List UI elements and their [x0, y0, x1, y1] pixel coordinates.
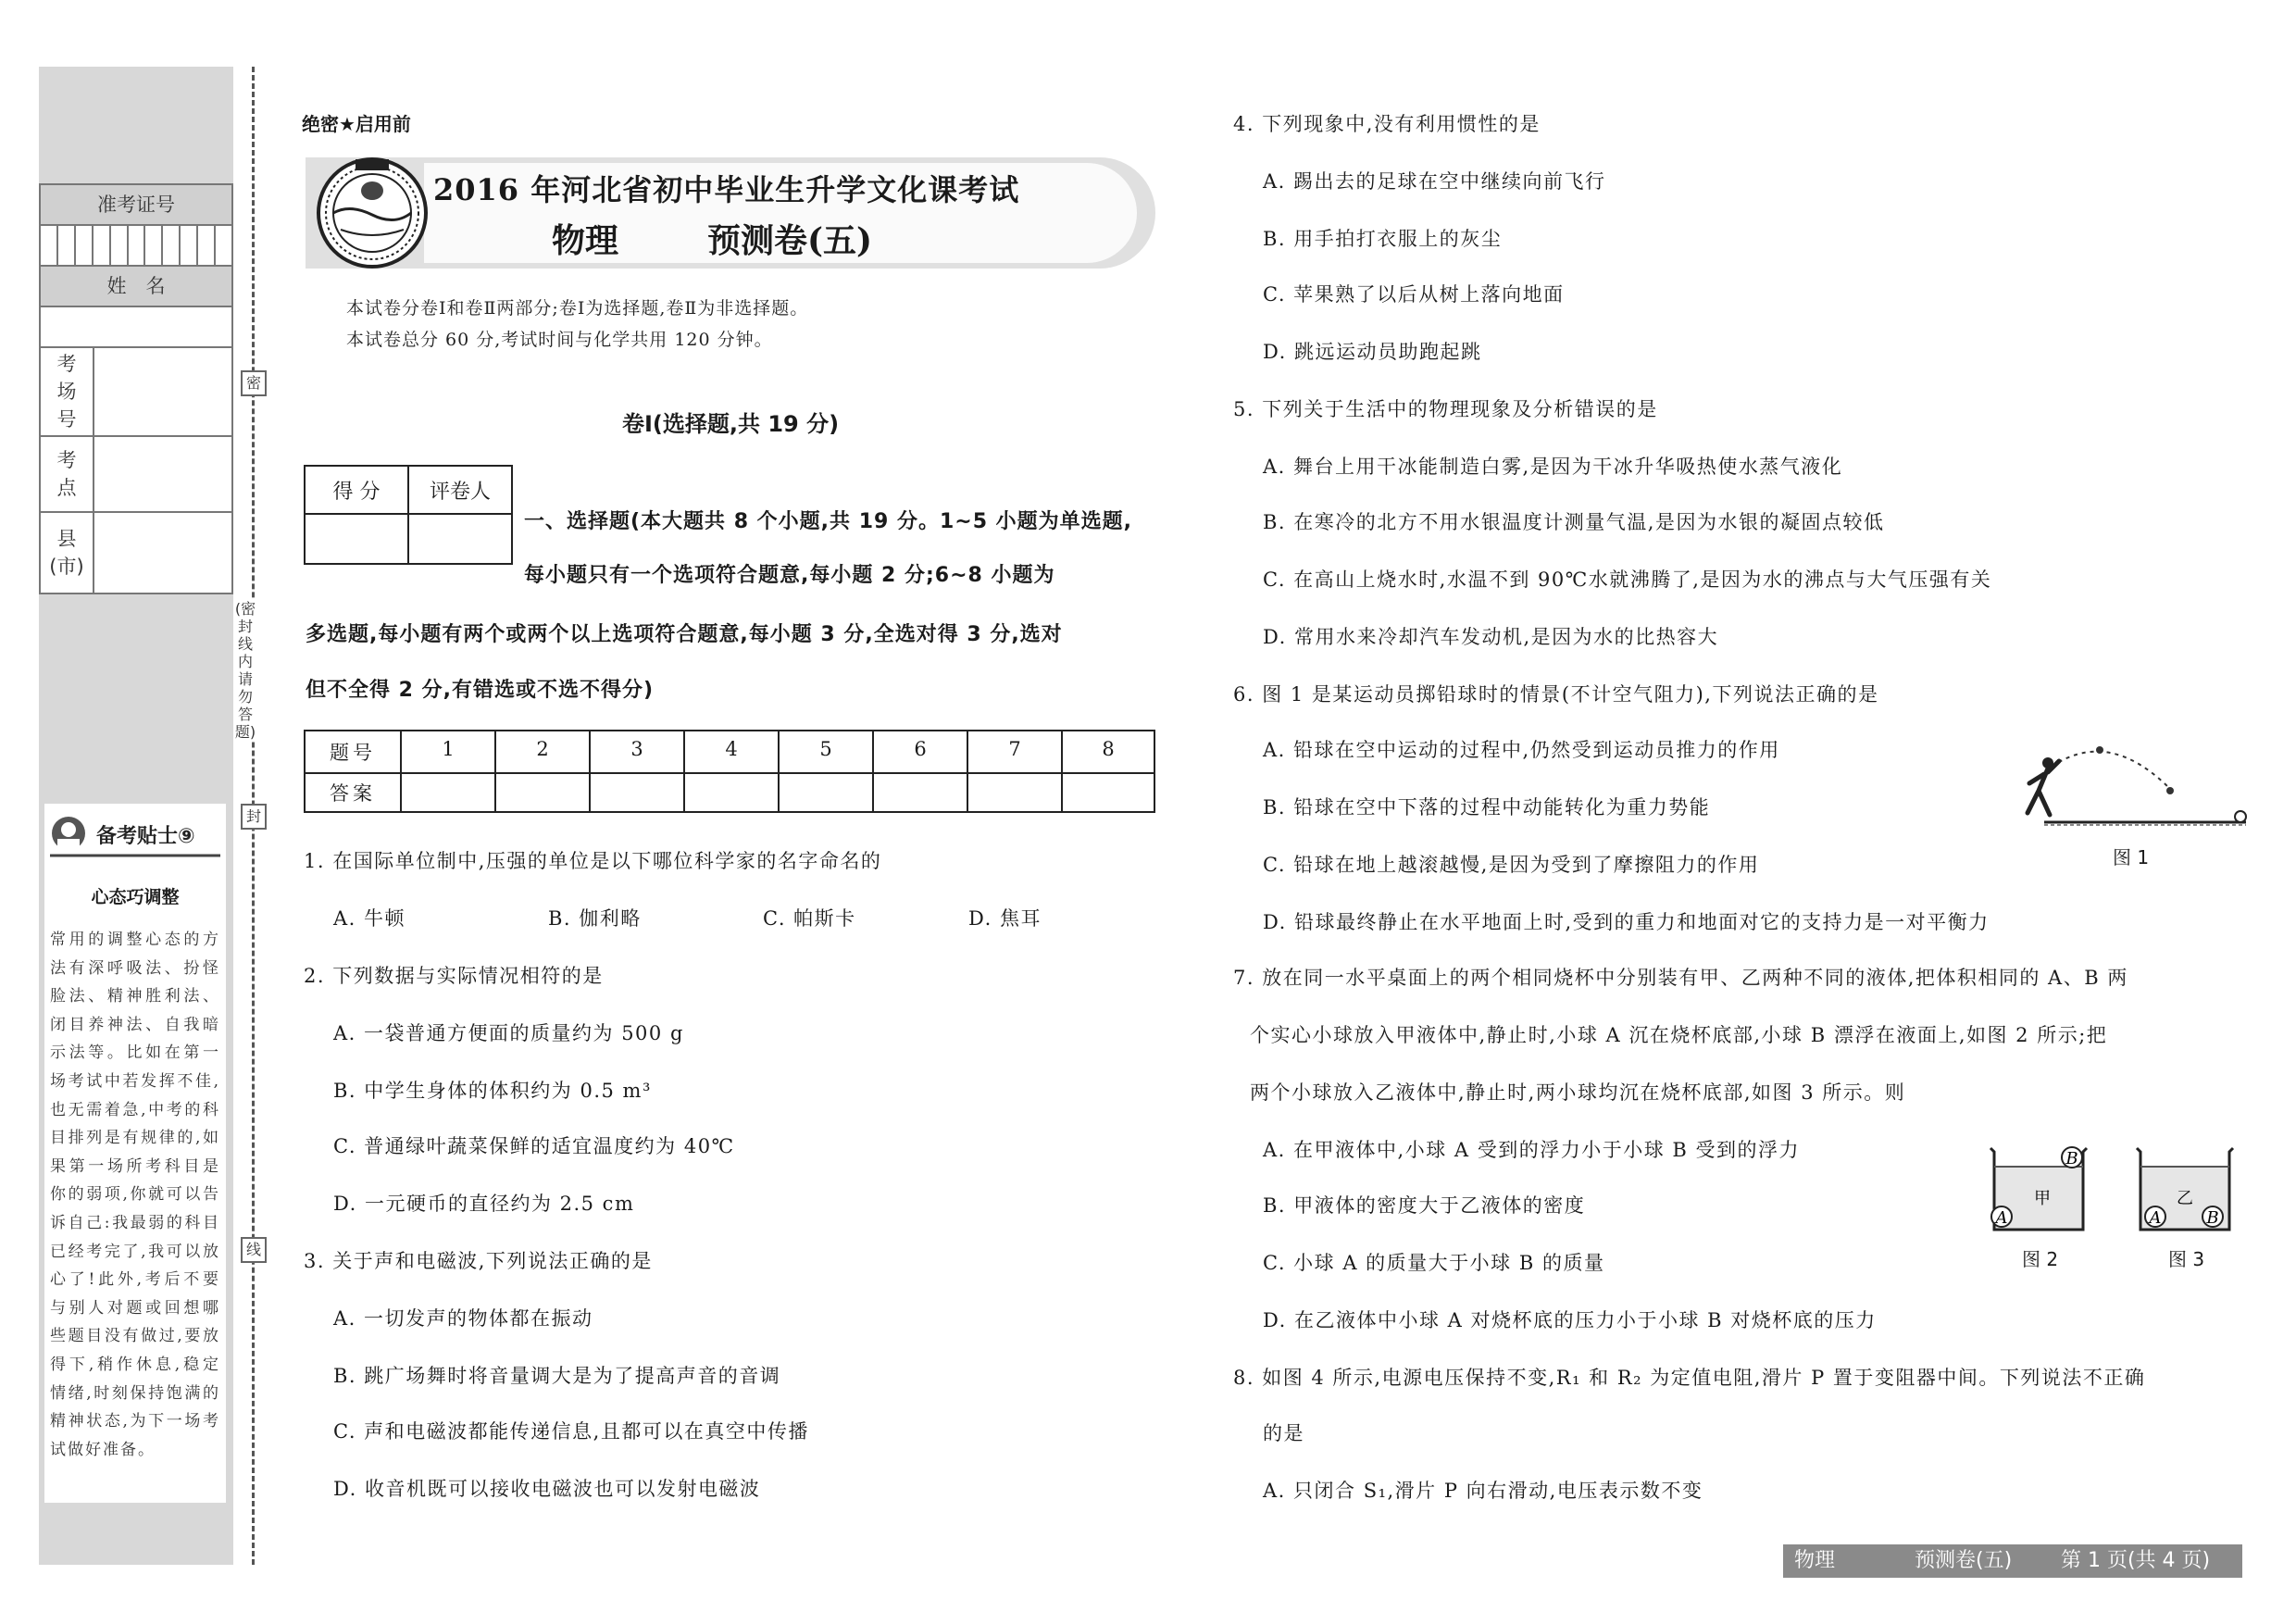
- intro-line-1: 本试卷分卷Ⅰ和卷Ⅱ两部分;卷Ⅰ为选择题,卷Ⅱ为非选择题。: [346, 298, 809, 319]
- figure-2-caption: 图 2: [2022, 1248, 2059, 1270]
- exam-id-header: [41, 185, 231, 226]
- footer-page-number: 第 1 页(共 4 页): [2061, 1549, 2211, 1572]
- name-field[interactable]: [41, 307, 231, 348]
- name-label: 姓 名: [106, 275, 166, 297]
- score-cell[interactable]: [306, 515, 407, 563]
- paper-name: 预测卷(五): [707, 221, 873, 260]
- q3-option-a: A. 一切发声的物体都在振动: [333, 1307, 593, 1330]
- question-4: 4. 下列现象中,没有利用惯性的是: [1233, 113, 1541, 135]
- q7-option-b: B. 甲液体的密度大于乙液体的密度: [1263, 1194, 1586, 1217]
- question-8-line-1: 8. 如图 4 所示,电源电压保持不变,R₁ 和 R₂ 为定值电阻,滑片 P 置于变阻器中间。下列说法不正确: [1233, 1367, 2146, 1389]
- candidate-info-box: [39, 183, 233, 594]
- county-label: 县 (市): [41, 513, 94, 593]
- q4-option-d: D. 跳远运动员助跑起跳: [1263, 341, 1482, 363]
- q4-option-b: B. 用手拍打衣服上的灰尘: [1263, 228, 1503, 250]
- q3-option-c: C. 声和电磁波都能传递信息,且都可以在真空中传播: [333, 1420, 809, 1443]
- exam-title: 2016 年河北省初中毕业生升学文化课考试: [433, 172, 1020, 207]
- answer-table-answer-label: 答案: [330, 782, 376, 805]
- q6-option-b: B. 铅球在空中下落的过程中动能转化为重力势能: [1263, 796, 1711, 818]
- binding-note: (密封线内请勿答题): [234, 600, 256, 741]
- section-instruction-line-1: 一、选择题(本大题共 8 个小题,共 19 分。1~5 小题为单选题,: [524, 510, 1133, 533]
- subject-title: 物理: [552, 221, 619, 260]
- answer-table-number: 8: [1102, 738, 1115, 760]
- answer-table-number: 4: [725, 738, 738, 760]
- q5-option-d: D. 常用水来冷却汽车发动机,是因为水的比热容大: [1263, 626, 1719, 648]
- answer-table-number: 1: [442, 738, 455, 760]
- question-8-line-2: 的是: [1263, 1422, 1304, 1444]
- answer-table-number: 6: [914, 738, 927, 760]
- exam-tip-text: 常用的调整心态的方法有深呼吸法、扮怪脸法、精神胜利法、闭目养神法、自我暗示法等。比如在第一场考试中若发挥不佳,也无需着急,中考的科目排列是有规律的,如果第一场所考科目是你的弱项,你就可以告诉自己:我最弱的科目已经考完了,我可以放心了!此外,考后不要与别人对题或回想哪些题目没有做过,要放得下,稍作休息,稳定情绪,时刻保持饱满的精神状态,为下一场考试做好准备。: [50, 931, 220, 1459]
- question-6: 6. 图 1 是某运动员掷铅球时的情景(不计空气阻力),下列说法正确的是: [1233, 683, 1879, 706]
- section-instruction-line-3: 多选题,每小题有两个或两个以上选项符合题意,每小题 3 分,全选对得 3 分,选对: [306, 623, 1063, 646]
- question-7-line-1: 7. 放在同一水平桌面上的两个相同烧杯中分别装有甲、乙两种不同的液体,把体积相同的 A、B 两: [1233, 967, 2128, 989]
- exam-tip-header: [46, 807, 224, 863]
- q8-option-a: A. 只闭合 S₁,滑片 P 向右滑动,电压表示数不变: [1263, 1480, 1703, 1502]
- confidential-label: 绝密★启用前: [302, 113, 411, 135]
- answer-table-number: 2: [536, 738, 549, 760]
- figure-1-shot-put: [2007, 737, 2250, 830]
- grader-cell[interactable]: [409, 515, 511, 563]
- answer-table-number: 7: [1008, 738, 1021, 760]
- q5-option-b: B. 在寒冷的北方不用水银温度计测量气温,是因为水银的凝固点较低: [1263, 511, 1885, 533]
- intro-line-2: 本试卷总分 60 分,考试时间与化学共用 120 分钟。: [346, 330, 773, 350]
- exam-tip-header-text: 备考贴士⑨: [96, 825, 195, 848]
- answer-table-number: 5: [819, 738, 832, 760]
- q7-option-c: C. 小球 A 的质量大于小球 B 的质量: [1263, 1252, 1605, 1274]
- exam-site-row[interactable]: [41, 437, 231, 513]
- exam-tip-title: 心态巧调整: [91, 887, 180, 907]
- exam-site-label: 考 点: [41, 437, 94, 511]
- exam-id-cells[interactable]: [41, 226, 231, 267]
- answer-table-number: 3: [630, 738, 643, 760]
- q3-option-b: B. 跳广场舞时将音量调大是为了提高声音的音调: [333, 1365, 781, 1387]
- score-header: 得 分: [332, 481, 381, 504]
- binding-mark-seal: 密: [241, 370, 267, 396]
- q6-option-a: A. 铅球在空中运动的过程中,仍然受到运动员推力的作用: [1263, 739, 1780, 761]
- question-7-line-3: 两个小球放入乙液体中,静止时,两小球均沉在烧杯底部,如图 3 所示。则: [1250, 1081, 1906, 1104]
- figure-2-ball-b: B: [2065, 1149, 2078, 1168]
- figure-3-ball-a: A: [2149, 1208, 2162, 1228]
- answer-table: [304, 730, 1155, 813]
- figure-3-ball-b: B: [2206, 1208, 2219, 1228]
- exam-room-row[interactable]: [41, 348, 231, 437]
- q7-option-d: D. 在乙液体中小球 A 对烧杯底的压力小于小球 B 对烧杯底的压力: [1263, 1309, 1877, 1331]
- q4-option-a: A. 踢出去的足球在空中继续向前飞行: [1263, 170, 1606, 193]
- q2-option-c: C. 普通绿叶蔬菜保鲜的适宜温度约为 40℃: [333, 1135, 735, 1157]
- exam-room-label: 考 场 号: [41, 348, 94, 435]
- name-header: [41, 267, 231, 307]
- q1-option-b: B. 伽利略: [548, 907, 642, 930]
- volume-1-title: 卷Ⅰ(选择题,共 19 分): [621, 411, 840, 437]
- question-5: 5. 下列关于生活中的物理现象及分析错误的是: [1233, 398, 1658, 420]
- answer-table-number-label: 题号: [330, 742, 376, 764]
- q6-option-c: C. 铅球在地上越滚越慢,是因为受到了摩擦阻力的作用: [1263, 854, 1760, 876]
- q7-option-a: A. 在甲液体中,小球 A 受到的浮力小于小球 B 受到的浮力: [1263, 1139, 1800, 1161]
- binding-mark-close: 封: [241, 804, 267, 830]
- binding-mark-line: 线: [241, 1237, 267, 1263]
- q3-option-d: D. 收音机既可以接收电磁波也可以发射电磁波: [333, 1478, 761, 1500]
- county-row[interactable]: [41, 513, 231, 593]
- figure-2-liquid-label: 甲: [2034, 1189, 2051, 1208]
- figure-2-beaker: [1989, 1144, 2089, 1233]
- grader-header: 评卷人: [429, 481, 491, 504]
- q1-option-a: A. 牛顿: [333, 907, 406, 930]
- figure-3-liquid-label: 乙: [2177, 1189, 2193, 1208]
- q5-option-a: A. 舞台上用干冰能制造白雾,是因为干冰升华吸热使水蒸气液化: [1263, 456, 1843, 478]
- q6-option-d: D. 铅球最终静止在水平地面上时,受到的重力和地面对它的支持力是一对平衡力: [1263, 911, 1990, 933]
- footer-paper-name: 预测卷(五): [1915, 1549, 2013, 1572]
- q2-option-b: B. 中学生身体的体积约为 0.5 m³: [333, 1080, 652, 1102]
- q2-option-a: A. 一袋普通方便面的质量约为 500 g: [333, 1022, 684, 1044]
- q5-option-c: C. 在高山上烧水时,水温不到 90℃水就沸腾了,是因为水的沸点与大气压强有关: [1263, 569, 1992, 591]
- q4-option-c: C. 苹果熟了以后从树上落向地面: [1263, 283, 1565, 306]
- q2-option-d: D. 一元硬币的直径约为 2.5 cm: [333, 1193, 635, 1215]
- q1-option-d: D. 焦耳: [968, 907, 1042, 930]
- section-instruction-line-4: 但不全得 2 分,有错选或不选不得分): [306, 679, 655, 702]
- figure-3-caption: 图 3: [2168, 1248, 2205, 1270]
- question-1: 1. 在国际单位制中,压强的单位是以下哪位科学家的名字命名的: [304, 850, 882, 872]
- publisher-seal-logo: [313, 148, 431, 276]
- figure-3-beaker: [2135, 1144, 2235, 1233]
- q1-option-c: C. 帕斯卡: [763, 907, 856, 930]
- figure-2-ball-a: A: [1995, 1208, 2008, 1228]
- section-instruction-line-2: 每小题只有一个选项符合题意,每小题 2 分;6~8 小题为: [524, 564, 1055, 587]
- page-footer: [1783, 1544, 2242, 1578]
- question-3: 3. 关于声和电磁波,下列说法正确的是: [304, 1250, 653, 1272]
- question-2: 2. 下列数据与实际情况相符的是: [304, 965, 604, 987]
- footer-subject: 物理: [1794, 1549, 1836, 1572]
- question-7-line-2: 个实心小球放入甲液体中,静止时,小球 A 沉在烧杯底部,小球 B 漂浮在液面上,如图 2 所示;把: [1250, 1024, 2108, 1046]
- figure-1-caption: 图 1: [2113, 846, 2150, 868]
- score-table: [304, 465, 513, 565]
- exam-id-label: 准考证号: [97, 194, 175, 216]
